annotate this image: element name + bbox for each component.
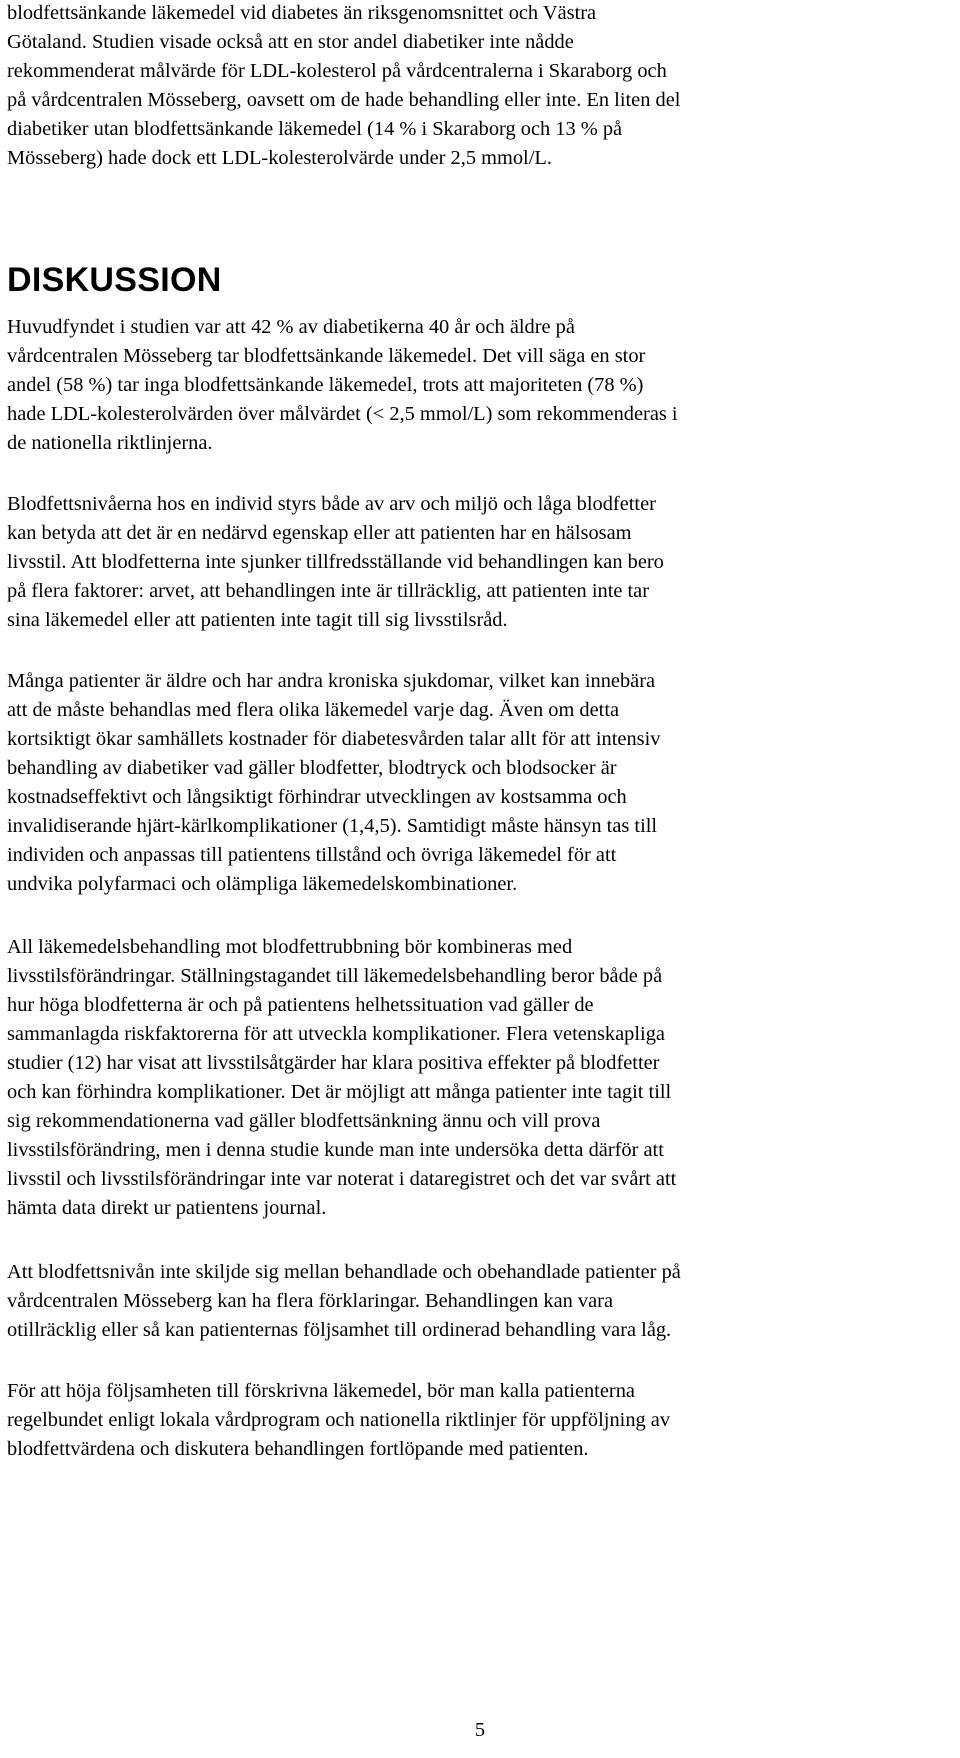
paragraph-blood-lipid-levels: Blodfettsnivåerna hos en individ styrs både av arv och miljö och låga blodfetter kan betyda att det är en nedärvd egenskap eller att patienten har en hälsosam livsstil. Att blodfetterna inte sjunker tillfredsställande vid behandlingen kan bero på flera faktorer: arvet, att behandlingen inte är tillräcklig, att patienten inte tar sina läkemedel eller att patienten inte tagit till sig livsstilsråd. <box>7 493 664 631</box>
section-heading: DISKUSSION <box>7 261 222 299</box>
paragraph-explanations: Att blodfettsnivån inte skiljde sig mellan behandlade och obehandlade patienter på vårdcentralen Mösseberg kan ha flera förklaringar. Behandlingen kan vara otillräcklig eller så kan patienternas följsamhet till ordinerad behandling vara låg. <box>7 1261 681 1341</box>
paragraph-elderly-patients: Många patienter är äldre och har andra kroniska sjukdomar, vilket kan innebära att de måste behandlas med flera olika läkemedel varje dag. Även om detta kortsiktigt ökar samhällets kostnader för diabetesvården talar allt för att intensiv behandling av diabetiker vad gäller blodfetter, blodtryck och blodsocker är kostnadseffektivt och långsiktigt förhindrar utvecklingen av kostsamma och invalidiserande hjärt-kärlkomplikationer (1,4,5). Samtidigt måste hänsyn tas till individen och anpassas till patientens tillstånd och övriga läkemedel för att undvika polyfarmaci och olämpliga läkemedelskombinationer. <box>7 670 661 895</box>
paragraph-main-finding: Huvudfyndet i studien var att 42 % av diabetikerna 40 år och äldre på vårdcentralen Mösseberg tar blodfettsänkande läkemedel. Det vill säga en stor andel (58 %) tar inga blodfettsänkande läkemedel, trots att majoriteten (78 %) hade LDL-kolesterolvärden över målvärdet (< 2,5 mmol/L) som rekommenderas i de nationella riktlinjerna. <box>7 316 678 454</box>
page-number: 5 <box>474 1719 486 1741</box>
paragraph-compliance: För att höja följsamheten till förskrivna läkemedel, bör man kalla patienterna regelbundet enligt lokala vårdprogram och nationella riktlinjer för uppföljning av blodfettvärdena och diskutera behandlingen fortlöpande med patienten. <box>7 1380 671 1460</box>
intro-paragraph: blodfettsänkande läkemedel vid diabetes än riksgenomsnittet och Västra Götaland. Studien visade också att en stor andel diabetiker inte nådde rekommenderat målvärde för LDL-kolesterol på vårdcentralerna i Skaraborg och på vårdcentralen Mösseberg, oavsett om de hade behandling eller inte. En liten del diabetiker utan blodfettsänkande läkemedel (14 % i Skaraborg och 13 % på Mösseberg) hade dock ett LDL-kolesterolvärde under 2,5 mmol/L. <box>7 2 681 169</box>
paragraph-lifestyle-changes: All läkemedelsbehandling mot blodfettrubbning bör kombineras med livsstilsförändringar. Ställningstagandet till läkemedelsbehandling beror både på hur höga blodfetterna är och på patientens helhetssituation vad gäller de sammanlagda riskfaktorerna för att utveckla komplikationer. Flera vetenskapliga studier (12) har visat att livsstilsåtgärder har klara positiva effekter på blodfetter och kan förhindra komplikationer. Det är möjligt att många patienter inte tagit till sig rekommendationerna vad gäller blodfettsänkning ännu och vill prova livsstilsförändring, men i denna studie kunde man inte undersöka detta därför att livsstil och livsstilsförändringar inte var noterat i dataregistret och det var svårt att hämta data direkt ur patientens journal. <box>7 936 677 1219</box>
